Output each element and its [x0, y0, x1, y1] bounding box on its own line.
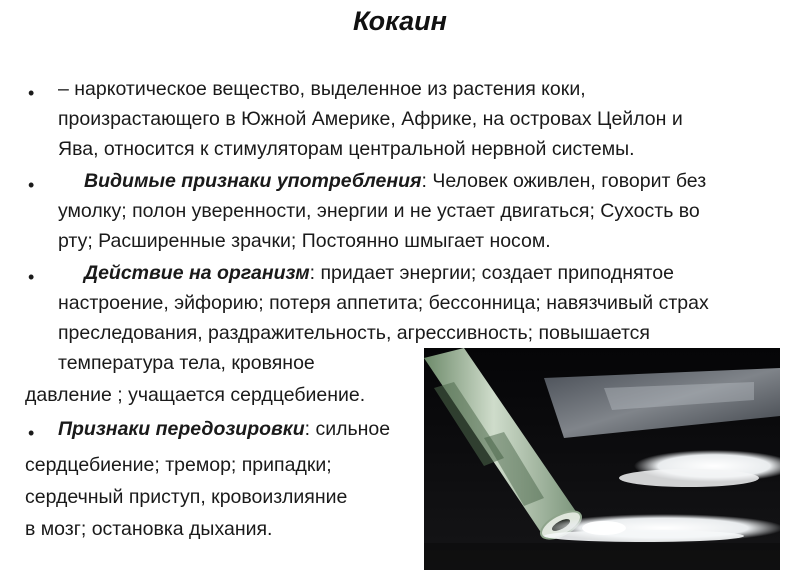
effects-line-5: давление ; учащается сердцебиение. [25, 384, 366, 406]
overdose-heading: Признаки передозировки [58, 418, 305, 440]
effects-line-1 [84, 264, 674, 284]
effects-line-1-text: : придает энергии; создает приподнятое [309, 262, 674, 284]
overdose-line-4: в мозг; остановка дыхания. [25, 518, 273, 540]
effects-heading: Действие на организм [84, 262, 310, 284]
definition-line-2: произрастающего в Южной Америке, Африке, на островах Цейлон и [58, 108, 683, 130]
definition-line-3: Ява, относится к стимуляторам центральной нервной системы. [58, 138, 635, 160]
effects-line-2: настроение, эйфорию; потеря аппетита; бессонница; навязчивый страх [58, 292, 709, 314]
page-title: Кокаин [353, 6, 447, 36]
overdose-line-2: сердцебиение; тремор; припадки; [25, 454, 332, 476]
effects-line-3: преследования, раздражительность, агрессивность; повышается [58, 322, 650, 344]
bullet-2: • [28, 175, 35, 195]
overdose-line-1-text: : сильное [304, 418, 391, 440]
definition-line-1: – наркотическое вещество, выделенное из растения коки, [58, 78, 586, 100]
signs-line-2: умолку; полон уверенности, энергии и не устает двигаться; Сухость во [58, 200, 700, 222]
cocaine-photo-graphic [424, 348, 780, 570]
signs-line-1-text: : Человек оживлен, говорит без [421, 170, 707, 192]
cocaine-photo [424, 348, 780, 570]
bullet-3: • [28, 267, 35, 287]
bullet-1: • [28, 83, 35, 103]
signs-line-1 [84, 172, 706, 192]
signs-heading: Видимые признаки употребления [84, 170, 422, 192]
signs-line-3: рту; Расширенные зрачки; Постоянно шмыгает носом. [58, 230, 551, 252]
bullet-4: • [28, 423, 35, 443]
overdose-line-1 [58, 420, 390, 440]
overdose-line-3: сердечный приступ, кровоизлияние [25, 486, 348, 508]
effects-line-4: температура тела, кровяное [58, 352, 315, 374]
